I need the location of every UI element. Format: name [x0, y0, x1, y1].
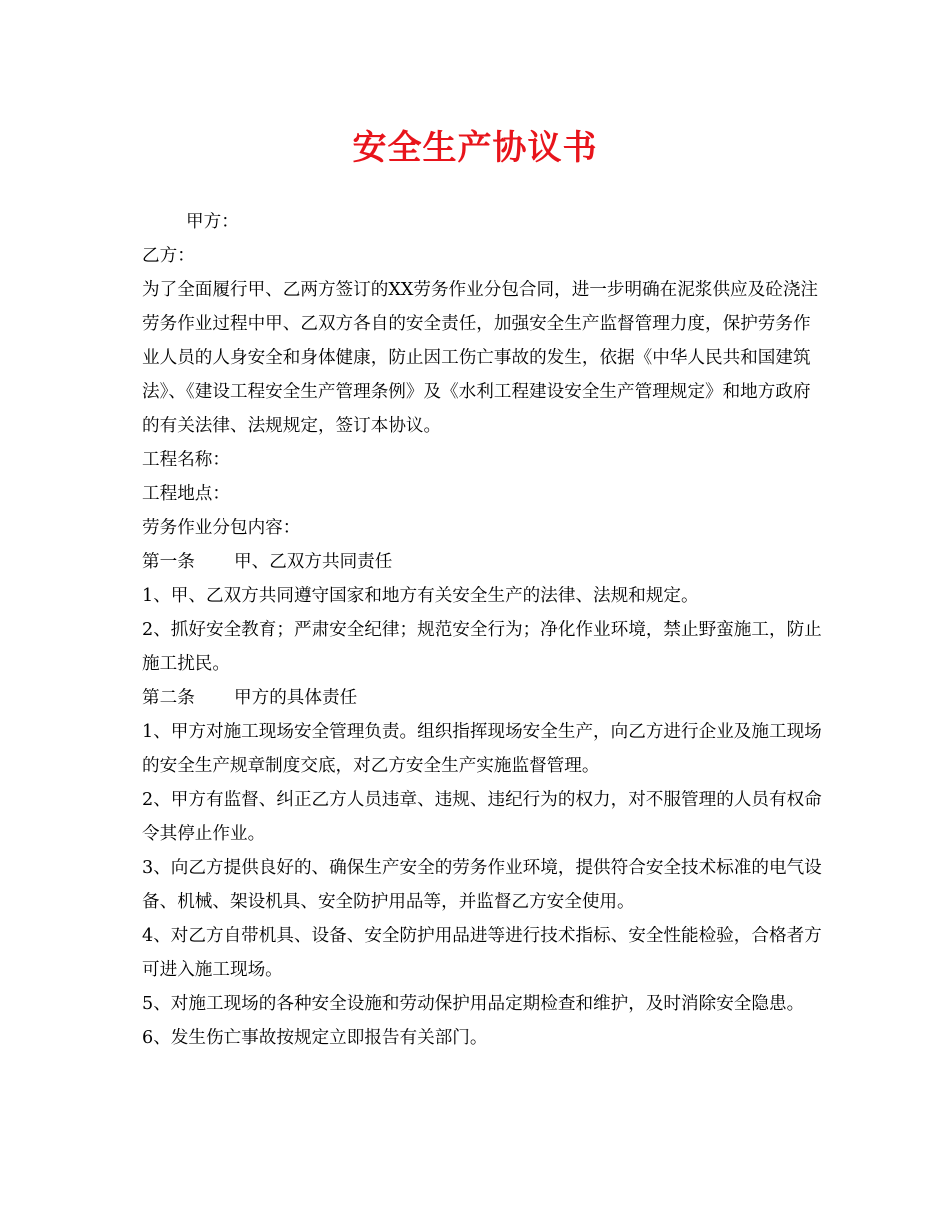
article-1-number: 第一条 [142, 552, 195, 572]
party-b-line: 乙方： [142, 246, 195, 266]
article-1-title: 甲、乙双方共同责任 [234, 552, 393, 572]
document-title: 安全生产协议书 [352, 128, 598, 168]
project-location-line: 工程地点： [142, 484, 230, 504]
article-2-number: 第二条 [142, 688, 195, 708]
article-2-heading [142, 681, 827, 715]
article-1-heading [142, 545, 827, 579]
article-2-item: 1、甲方对施工现场安全管理负责。组织指挥现场安全生产，向乙方进行企业及施工现场的安全生产规章制度交底，对乙方安全生产实施监督管理。 [142, 722, 822, 776]
article-1-item: 2、抓好安全教育；严肃安全纪律；规范安全行为；净化作业环境，禁止野蛮施工，防止施工扰民。 [142, 620, 822, 674]
article-2-item: 4、对乙方自带机具、设备、安全防护用品进等进行技术指标、安全性能检验，合格者方可进入施工现场。 [142, 926, 822, 980]
article-2-item: 3、向乙方提供良好的、确保生产安全的劳务作业环境，提供符合安全技术标准的电气设备、机械、架设机具、安全防护用品等，并监督乙方安全使用。 [142, 858, 822, 912]
article-2-item: 5、对施工现场的各种安全设施和劳动保护用品定期检查和维护，及时消除安全隐患。 [142, 994, 805, 1014]
project-name-line: 工程名称： [142, 450, 230, 470]
subcontract-content-line: 劳务作业分包内容： [142, 518, 301, 538]
party-a-line: 甲方： [186, 212, 239, 232]
article-2-item: 2、甲方有监督、纠正乙方人员违章、违规、违纪行为的权力，对不服管理的人员有权命令其停止作业。 [142, 790, 822, 844]
preamble-paragraph: 为了全面履行甲、乙两方签订的XX劳务作业分包合同，进一步明确在泥浆供应及砼浇注劳务作业过程中甲、乙双方各自的安全责任，加强安全生产监督管理力度，保护劳务作业人员的人身安全和身体健康，防止因工伤亡事故的发生，依据《中华人民共和国建筑法》、《建设工程安全生产管理条例》及《水利工程建设安全生产管理规定》和地方政府的有关法律、法规规定，签订本协议。 [142, 280, 819, 436]
article-2-title: 甲方的具体责任 [234, 688, 358, 708]
article-1-item: 1、甲、乙双方共同遵守国家和地方有关安全生产的法律、法规和规定。 [142, 586, 699, 606]
document-body [142, 205, 827, 1055]
article-2-item: 6、发生伤亡事故按规定立即报告有关部门。 [142, 1028, 488, 1048]
